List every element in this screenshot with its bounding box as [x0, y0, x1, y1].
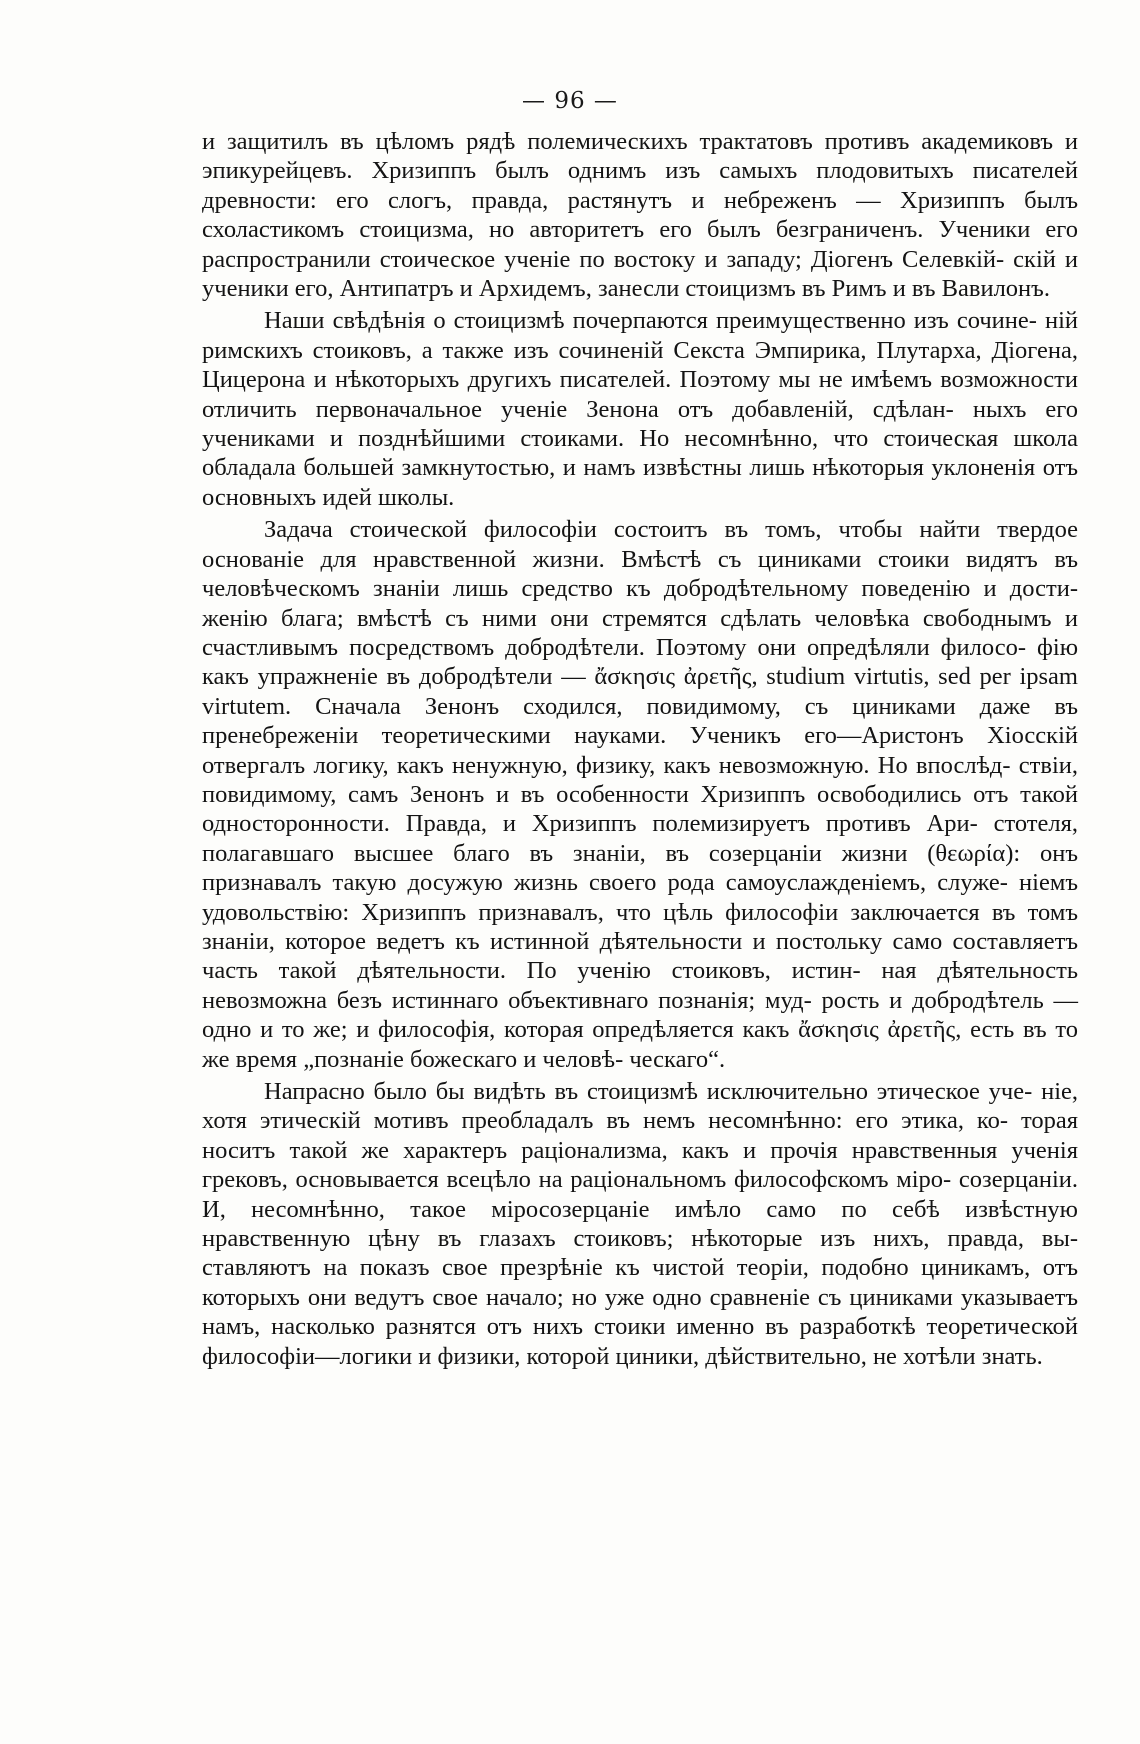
paragraph-continuation: и защитилъ въ цѣломъ рядѣ полемическихъ трактатовъ противъ академиковъ и эпикурейцевъ. Хризиппъ былъ однимъ изъ самыхъ плодовитыхъ писателей древности: его слогъ, правда, растянутъ и небреженъ — Хризиппъ былъ схоластикомъ стоицизма, но авторитетъ его былъ безграниченъ. Ученики его распространили стоическое ученіе по востоку и западу; Діогенъ Селевкій- скій и ученики его, Антипатръ и Архидемъ, занесли стоицизмъ въ Римъ и въ Вавилонъ. — [202, 128, 1078, 303]
body-text — [202, 127, 1078, 1374]
page-number: — 96 — — [522, 88, 618, 114]
paragraph-sources: Наши свѣдѣнія о стоицизмѣ почерпаются преимущественно изъ сочине- ній римскихъ стоиковъ, а также изъ сочиненій Секста Эмпирика, Плутарха, Діогена, Цицерона и нѣкоторыхъ другихъ писателей. Поэтому мы не имѣемъ возможности отличить первоначальное ученіе Зенона отъ добавленій, сдѣлан- ныхъ его учениками и позднѣйшими стоиками. Но несомнѣнно, что стоическая школа обладала большей замкнутостью, и намъ извѣстны лишь нѣкоторыя уклоненія отъ основныхъ идей школы. — [202, 307, 1078, 511]
paragraph-ethics: Напрасно было бы видѣть въ стоицизмѣ исключительно этическое уче- ніе, хотя этическій мотивъ преобладалъ въ немъ несомнѣнно: его этика, ко- торая носитъ такой же характеръ раціонализма, какъ и прочія нравственныя ученія грековъ, основывается всецѣло на раціональномъ философскомъ міро- созерцаніи. И, несомнѣнно, такое міросозерцаніе имѣло само по себѣ извѣстную нравственную цѣну въ глазахъ стоиковъ; нѣкоторые изъ нихъ, правда, вы- ставляютъ на показъ свое презрѣніе къ чистой теоріи, подобно циникамъ, отъ которыхъ они ведутъ свое начало; но уже одно сравненіе съ циниками указываетъ намъ, насколько разнятся отъ нихъ стоики именно въ разработкѣ теоретической философіи—логики и физики, которой циники, дѣйствительно, не хотѣли знать. — [202, 1078, 1078, 1370]
paragraph-task-of-philosophy: Задача стоической философіи состоитъ въ томъ, чтобы найти твердое основаніе для нравственной жизни. Вмѣстѣ съ циниками стоики видятъ въ человѣческомъ знаніи лишь средство къ добродѣтельному поведенію и дости- женію блага; вмѣстѣ съ ними они стремятся сдѣлать человѣка свободнымъ и счастливымъ посредствомъ добродѣтели. Поэтому они опредѣляли филосо- фію какъ упражненіе въ добродѣтели — ἄσκησις ἀρετῆς, studium virtutis, sed per ipsam virtutem. Сначала Зенонъ сходился, повидимому, съ циниками даже въ пренебреженіи теоретическими науками. Ученикъ его—Аристонъ Хіосскій отвергалъ логику, какъ ненужную, физику, какъ невозможную. Но впослѣд- ствіи, повидимому, самъ Зенонъ и въ особенности Хризиппъ освободились отъ такой односторонности. Правда, и Хризиппъ полемизируетъ противъ Ари- стотеля, полагавшаго высшее благо въ знаніи, въ созерцаніи жизни (θεωρία): онъ признавалъ такую досужую жизнь своего рода самоуслажденіемъ, служе- ніемъ удовольствію: Хризиппъ признавалъ, что цѣль философіи заключается въ томъ знаніи, которое ведетъ къ истинной дѣятельности и постольку само составляетъ часть такой дѣятельности. По ученію стоиковъ, истин- ная дѣятельность невозможна безъ истиннаго объективнаго познанія; муд- рость и добродѣтель — одно и то же; и философія, которая опредѣляется какъ ἄσκησις ἀρετῆς, есть въ то же время „познаніе божескаго и человѣ- ческаго“. — [202, 516, 1078, 1073]
